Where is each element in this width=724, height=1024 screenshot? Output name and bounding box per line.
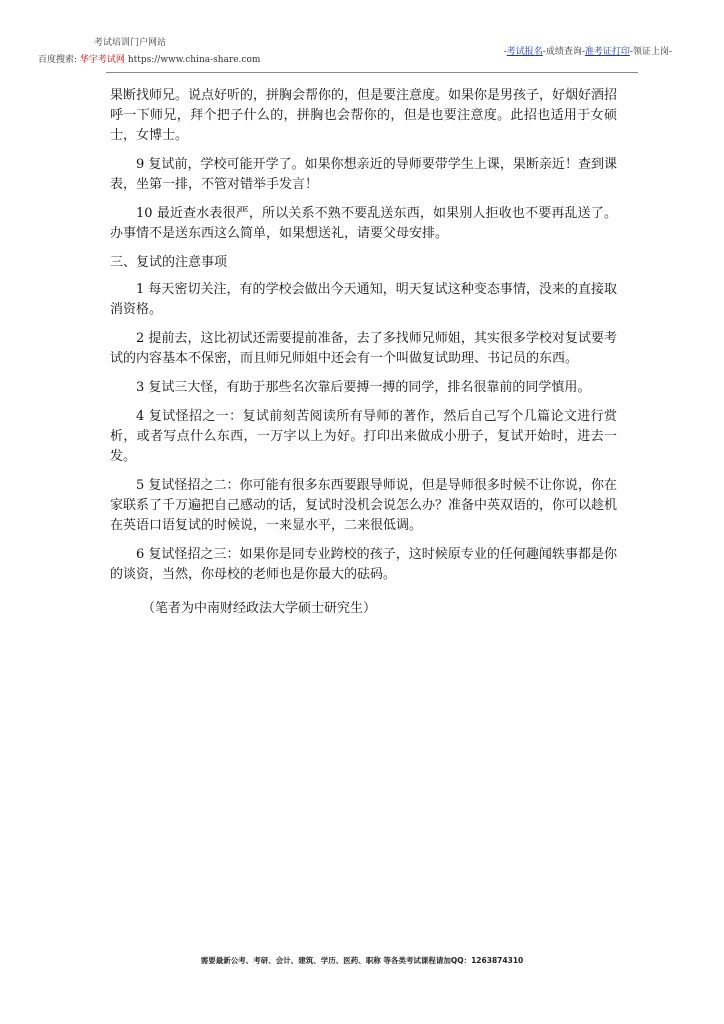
paragraph-item-2: 2 提前去，这比初试还需要提前准备，去了多找师兄师姐，其实很多学校对复试要考试的内容基本不保密，而且师兄师姐中还会有一个叫做复试助理、书记员的东西。: [110, 331, 617, 366]
paragraph-continued: 果断找师兄。说点好听的，拼胸会帮你的，但是要注意度。如果你是男孩子，好烟好酒招呼一下师兄，拜个把子什么的，拼胸也会帮你的，但是也要注意度。此招也适用于女硕士，女博士。: [110, 88, 618, 143]
paragraph-item-4: 4 复试怪招之一：复试前刻苦阅读所有导师的著作，然后自己写个几篇论文进行赏析，或者写点什么东西，一万字以上为好。打印出来做成小册子，复试开始时，进去一发。: [110, 409, 617, 464]
nav-separator: -: [503, 47, 507, 57]
paragraph-tip-9: 9 复试前，学校可能开学了。如果你想亲近的导师要带学生上课，果断亲近！查到课表，坐第一排，不管对错举手发言！: [110, 157, 617, 192]
paragraph-tip-10: 10 最近查水表很严，所以关系不熟不要乱送东西，如果别人拒收也不要再乱送了。办事情不是送东西这么简单，如果想送礼，请要父母安排。: [110, 206, 617, 241]
nav-admission-ticket-print[interactable]: 准考证打印: [584, 47, 630, 57]
nav-score-query[interactable]: 成绩查询: [545, 47, 582, 57]
site-title: 考试培训门户网站: [94, 38, 167, 48]
search-prefix: 百度搜索:: [38, 55, 78, 65]
nav-separator: -: [668, 47, 672, 57]
nav-certificate[interactable]: 领证上岗: [632, 47, 669, 57]
paragraph-item-3: 3 复试三大怪，有助于那些名次靠后要搏一搏的同学，排名很靠前的同学慎用。: [136, 380, 591, 395]
paragraph-item-6: 6 复试怪招之三：如果你是同专业跨校的孩子，这时候原专业的任何趣闻轶事都是你的谈资，当然，你母校的老师也是你最大的砝码。: [110, 547, 617, 582]
nav-separator: -: [581, 47, 585, 57]
nav-exam-registration[interactable]: 考试报名: [506, 47, 543, 57]
header-divider: [106, 72, 638, 73]
search-line: [38, 52, 260, 69]
nav-separator: -: [542, 47, 546, 57]
search-keyword: 华宇考试网: [79, 55, 125, 65]
paragraph-item-1: 1 每天密切关注，有的学校会做出今天通知，明天复试这种变态事情，没来的直接取消资格。: [110, 282, 617, 317]
section-heading: 三、复试的注意事项: [110, 255, 228, 270]
nav-separator: -: [629, 47, 633, 57]
site-url[interactable]: https://www.china-share.com: [127, 55, 261, 65]
document-body: [110, 86, 617, 619]
header-left: [38, 35, 260, 69]
paragraph-item-5: 5 复试怪招之二：你可能有很多东西要跟导师说，但是导师很多时候不让你说，你在家联系了千万遍把自己感动的话，复试时没机会说怎么办？准备中英双语的，你可以趁机在英语口语复试的时候说，一来显水平，二来很低调。: [110, 478, 618, 533]
header-nav: [504, 44, 672, 57]
author-byline: （笔者为中南财经政法大学硕士研究生）: [142, 601, 377, 616]
footer-contact: 需要最新公考、考研、会计、建筑、学历、医药、职称 等各类考试课程请加QQ：1263874310: [200, 956, 524, 965]
